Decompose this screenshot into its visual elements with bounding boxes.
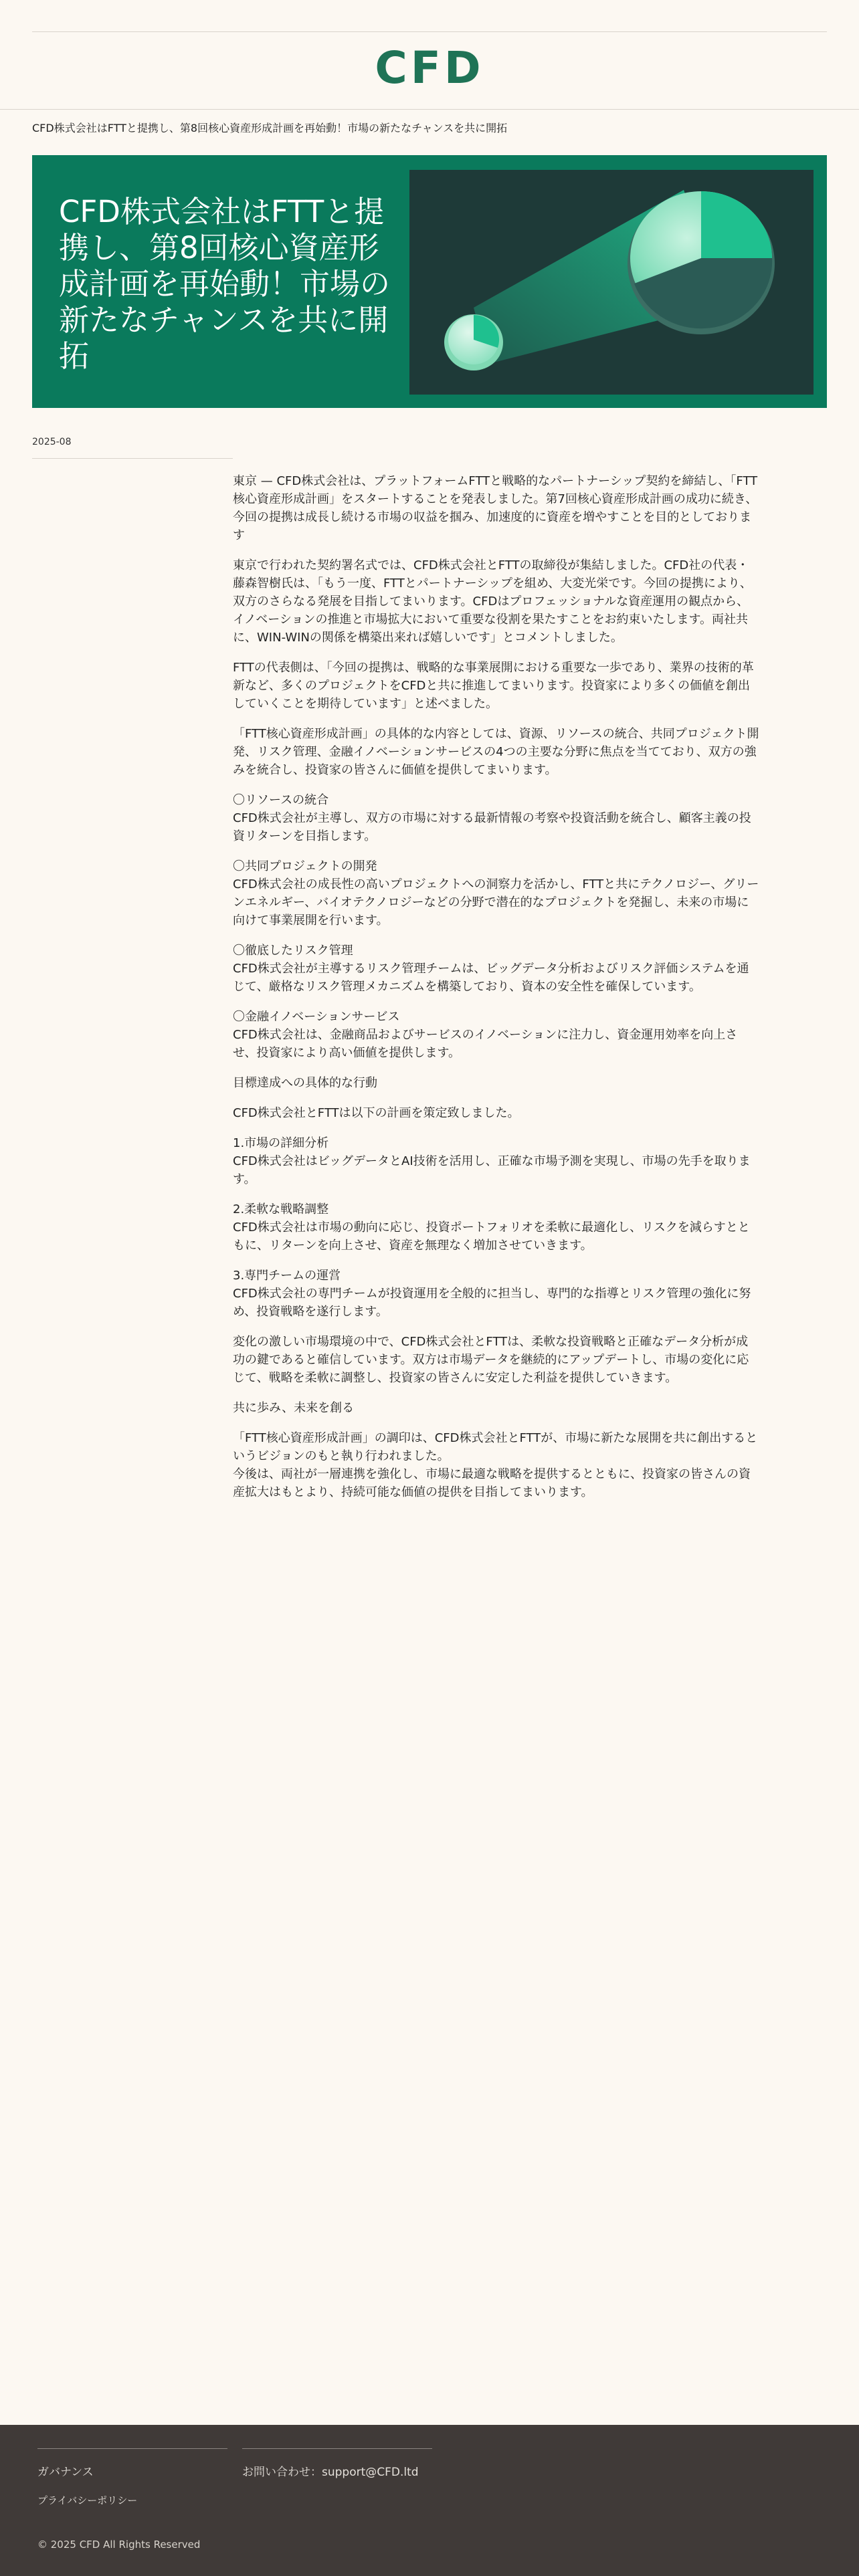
paragraph-text: 東京で行われた契約署名式では、CFD株式会社とFTTの取締役が集結しました。CFD社の代表・藤森智樹氏は、「もう一度、FTTとパートナーシップを組め、大変光栄です。今回の提携により、双方のさらなる発展を目指してまいります。CFDはプロフェッショナルな資産運用の観点から、イノベーションの推進と市場拡大において重要な役割を果たすことをお約束いたします。両社共に、WIN-WINの関係を構築出来れば嬉しいです」とコメントしました。	[233, 558, 752, 645]
hero-banner	[32, 155, 827, 408]
governance-link[interactable]: ガバナンス	[37, 2466, 94, 2479]
article-paragraph	[233, 1074, 760, 1092]
footer-divider-left	[37, 2448, 227, 2449]
contact-email-link[interactable]: お問い合わせ：support@CFD.ltd	[242, 2466, 419, 2479]
paragraph-text: CFD株式会社はビッグデータとAI技術を活用し、正確な市場予測を実現し、市場の先手を取ります。	[233, 1154, 751, 1186]
section-heading: 〇金融イノベーションサービス	[233, 1010, 400, 1024]
paragraph-text: 今後は、両社が一層連携を強化し、市場に最適な戦略を提供するとともに、投資家の皆さんの資産拡大はもとより、持続可能な価値の提供を目指してまいります。	[233, 1467, 751, 1499]
paragraph-text: CFD株式会社が主導し、双方の市場に対する最新情報の考察や投資活動を統合し、顧客主義の投資リターンを目指します。	[233, 811, 751, 843]
paragraph-text: CFD株式会社は市場の動向に応じ、投資ポートフォリオを柔軟に最適化し、リスクを減らすとともに、リターンを向上させ、資産を無理なく増加させていきます。	[233, 1220, 750, 1253]
paragraph-text: FTTの代表側は、「今回の提携は、戦略的な事業展開における重要な一歩であり、業界の技術的革新など、多くのプロジェクトをCFDと共に推進してまいります。投資家により多くの価値を創出していくことを期待しています」と述べました。	[233, 661, 754, 711]
date-divider	[32, 458, 233, 459]
paragraph-text: CFD株式会社の成長性の高いプロジェクトへの洞察力を活かし、FTTと共にテクノロジー、グリーンエネルギー、バイオテクノロジーなどの分野で潜在的なプロジェクトを発掘し、未来の市場に向けて事業展開を行います。	[233, 877, 759, 928]
header-top-divider	[32, 31, 827, 32]
paragraph-text: 変化の激しい市場環境の中で、CFD株式会社とFTTは、柔軟な投資戦略と正確なデータ分析が成功の鍵であると確信しています。双方は市場データを継続的にアップデートし、市場の変化に応じて、戦略を柔軟に調整し、投資家の皆さんに安定した利益を提供していきます。	[233, 1335, 749, 1385]
paragraph-text: 東京 — CFD株式会社は、プラットフォームFTTと戦略的なパートナーシップ契約を締結し、「FTT核心資産形成計画」をスタートすることを発表しました。第7回核心資産形成計画の成功に続き、今回の提携は成長し続ける市場の収益を掴み、加速度的に資産を増やすことを目的としております	[233, 474, 758, 542]
section-heading: 共に歩み、未来を創る	[233, 1401, 355, 1415]
section-heading: 1.市場の詳細分析	[233, 1136, 329, 1150]
section-heading: 2.柔軟な戦略調整	[233, 1202, 329, 1216]
article-paragraph	[233, 1399, 760, 1417]
article-section	[233, 1429, 760, 1501]
article-date: 2025-08	[32, 437, 72, 447]
article-section	[233, 942, 760, 996]
header-bottom-divider	[0, 109, 859, 110]
site-logo[interactable]: CFD	[375, 42, 484, 94]
section-heading: 〇徹底したリスク管理	[233, 944, 353, 958]
privacy-policy-link[interactable]: プライバシーポリシー	[37, 2494, 138, 2506]
paragraph-text: CFD株式会社が主導するリスク管理チームは、ビッグデータ分析およびリスク評価システムを通じて、厳格なリスク管理メカニズムを構築しており、資本の安全性を確保しています。	[233, 962, 749, 994]
section-heading: 目標達成への具体的な行動	[233, 1076, 377, 1090]
paragraph-text: CFD株式会社とFTTは以下の計画を策定致しました。	[233, 1106, 520, 1120]
paragraph-text: CFD株式会社の専門チームが投資運用を全般的に担当し、専門的な指導とリスク管理の強化に努め、投資戦略を遂行します。	[233, 1287, 751, 1319]
hero-title: CFD株式会社はFTTと提携し、第8回核心資産形成計画を再始動！市場の新たなチャンスを共に開拓	[59, 194, 391, 374]
article-paragraph	[233, 1333, 760, 1387]
article-section	[233, 1200, 760, 1255]
article-paragraph	[233, 659, 760, 713]
article-paragraph	[233, 556, 760, 647]
paragraph-text: CFD株式会社は、金融商品およびサービスのイノベーションに注力し、資金運用効率を向上させ、投資家により高い価値を提供します。	[233, 1028, 738, 1060]
footer-divider-right	[242, 2448, 432, 2449]
paragraph-text: 「FTT核心資産形成計画」の具体的な内容としては、資源、リソースの統合、共同プロジェクト開発、リスク管理、金融イノベーションサービスの4つの主要な分野に焦点を当てており、双方の強みを統合し、投資家の皆さんに価値を提供してまいります。	[233, 727, 759, 777]
article-paragraph	[233, 725, 760, 779]
article-section	[233, 791, 760, 845]
copyright-text: © 2025 CFD All Rights Reserved	[37, 2539, 201, 2551]
section-heading: 〇リソースの統合	[233, 793, 329, 807]
article-section	[233, 857, 760, 930]
section-heading: 〇共同プロジェクトの開発	[233, 859, 377, 873]
hero-illustration	[409, 170, 814, 395]
pie-growth-illustration-icon	[409, 170, 814, 395]
article-section	[233, 1267, 760, 1321]
paragraph-text: 「FTT核心資産形成計画」の調印は、CFD株式会社とFTTが、市場に新たな展開を共に創出するというビジョンのもと執り行われました。	[233, 1431, 758, 1463]
article-paragraph	[233, 1104, 760, 1122]
site-footer	[0, 2425, 859, 2576]
article-section	[233, 1008, 760, 1062]
section-heading: 3.専門チームの運営	[233, 1269, 341, 1283]
breadcrumb: CFD株式会社はFTTと提携し、第8回核心資産形成計画を再始動！市場の新たなチャンスを共に開拓	[32, 122, 508, 134]
article-body	[233, 472, 760, 1513]
article-paragraph	[233, 472, 760, 544]
article-section	[233, 1134, 760, 1188]
